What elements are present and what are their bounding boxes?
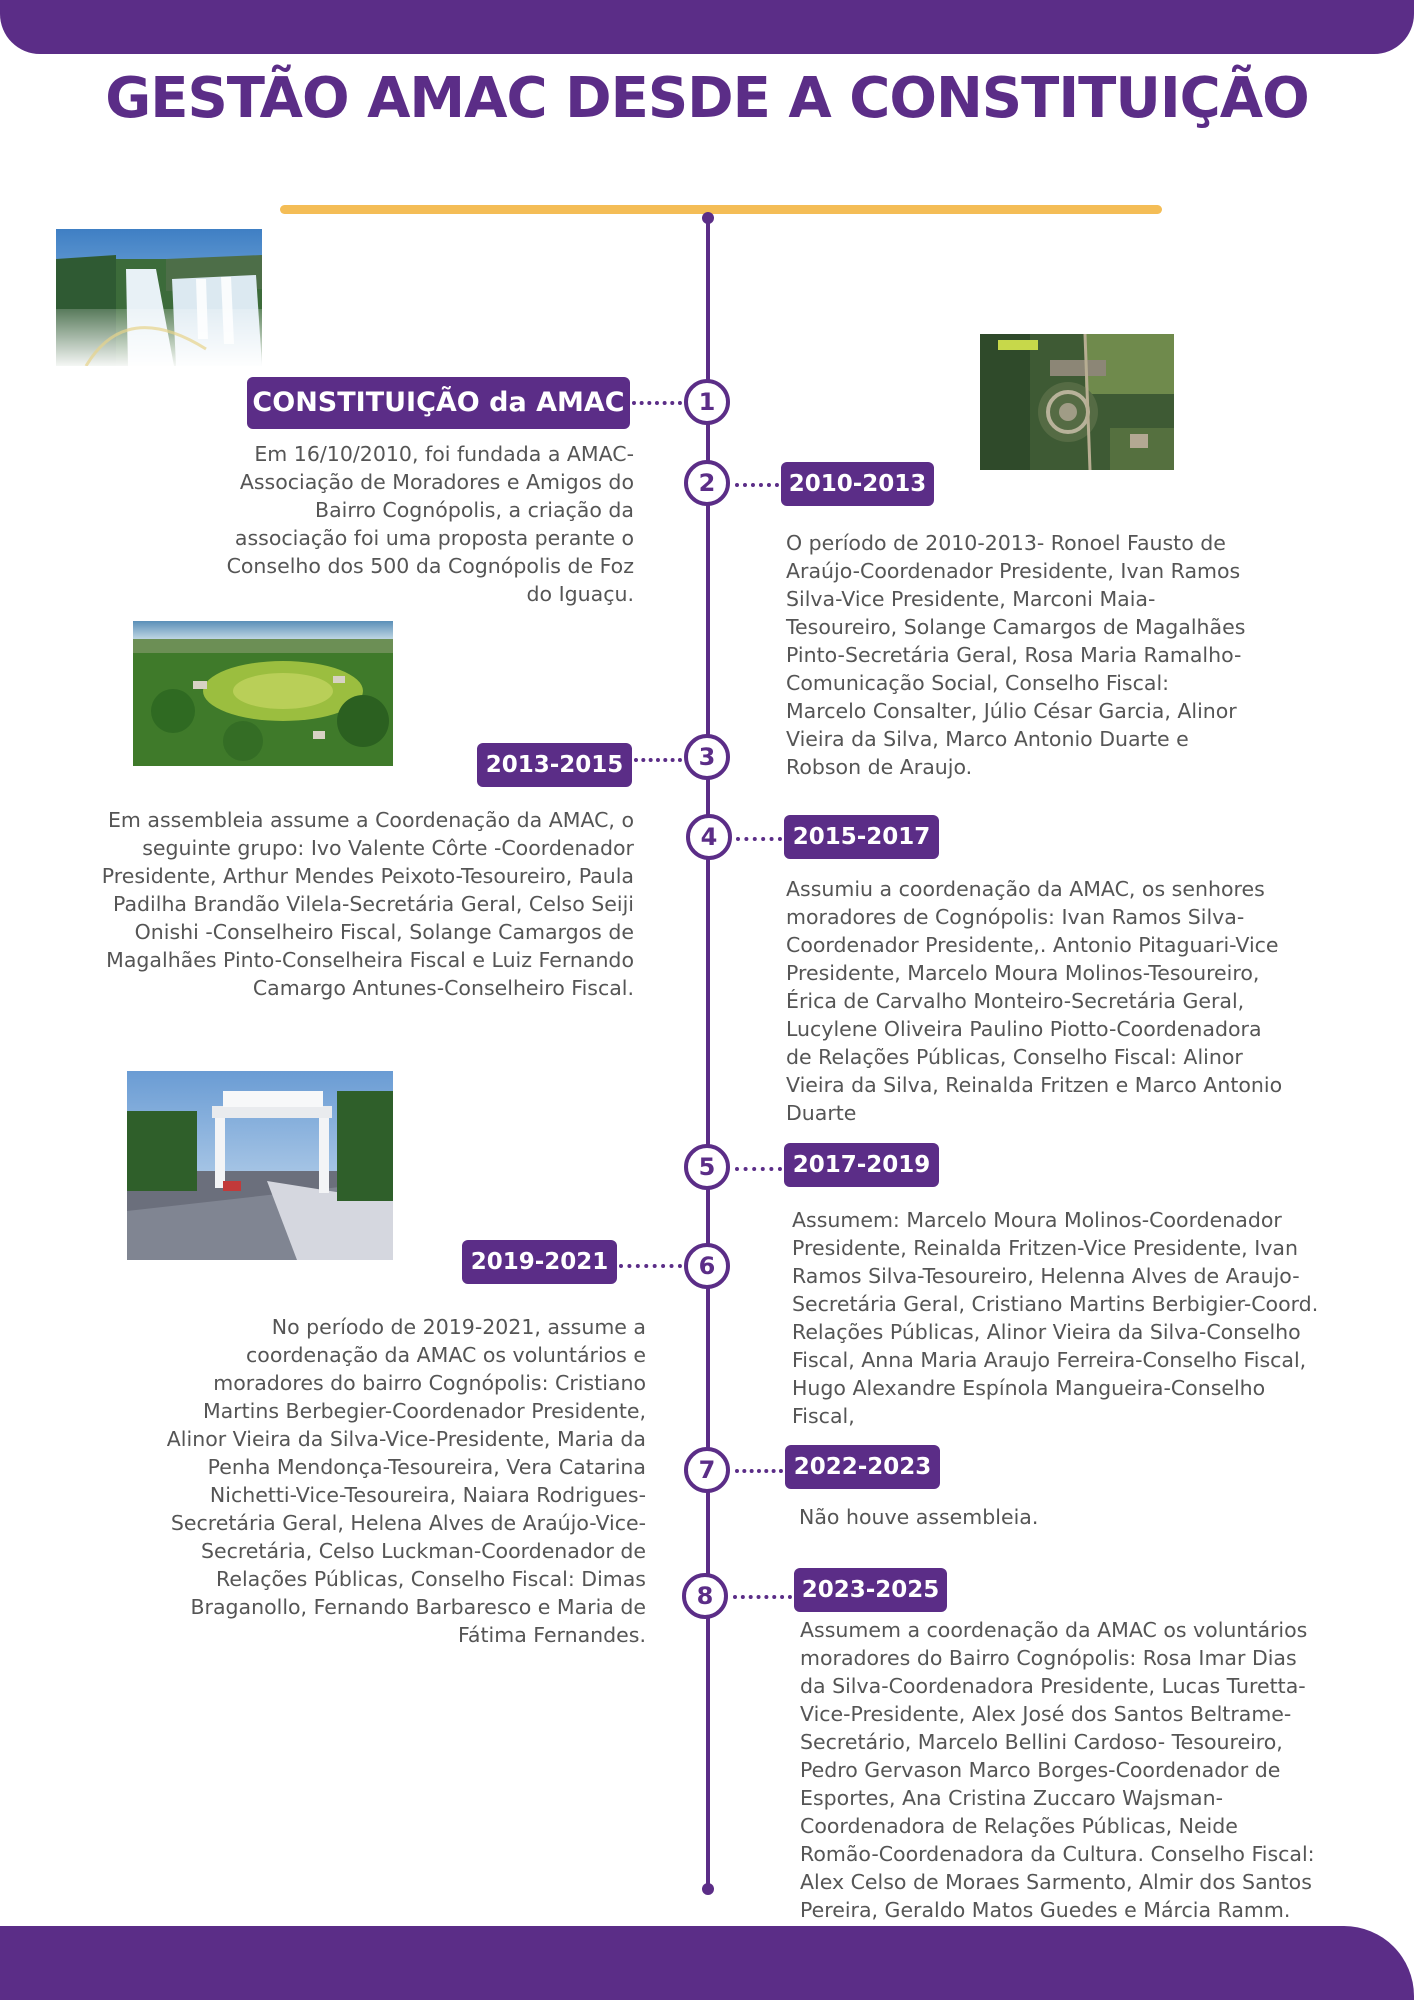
entry-7-line: Não houve assembleia. [799, 1505, 1039, 1529]
entry-4-line: Érica de Carvalho Monteiro-Secretária Geral, [786, 989, 1245, 1013]
entry-6-line: Braganollo, Fernando Barbaresco e Maria de [190, 1595, 646, 1619]
entry-5-line: Assumem: Marcelo Moura Molinos-Coordenador [792, 1208, 1282, 1232]
entry-text-2 [786, 529, 1366, 781]
waterfall-photo [56, 229, 262, 366]
entry-8-line: da Silva-Coordenadora Presidente, Lucas Turetta- [800, 1674, 1306, 1698]
connector-8 [733, 1595, 792, 1599]
entry-6-line: Nichetti-Vice-Tesoureira, Naiara Rodrigues- [209, 1483, 646, 1507]
entry-text-4 [786, 875, 1366, 1127]
entry-8-line: Pedro Gervason Marco Borges-Coordenador de [800, 1758, 1281, 1782]
entry-3-line: Camargo Antunes-Conselheiro Fiscal. [252, 976, 634, 1000]
timeline-node-6: 6 [684, 1243, 730, 1289]
entry-5-line: Presidente, Reinalda Fritzen-Vice Presidente, Ivan [792, 1236, 1298, 1260]
entry-4-line: moradores de Cognópolis: Ivan Ramos Silva- [786, 905, 1245, 929]
entry-1-line: do Iguaçu. [526, 582, 634, 606]
entry-2-line: Tesoureiro, Solange Camargos de Magalhães [786, 615, 1246, 639]
entry-text-5 [792, 1206, 1392, 1430]
entry-2-line: Robson de Araujo. [786, 755, 973, 779]
entry-label-7: 2022-2023 [785, 1445, 940, 1489]
entry-6-line: Martins Berbegier-Coordenador Presidente, [202, 1399, 646, 1423]
entry-4-line: Lucylene Oliveira Paulino Piotto-Coordenadora [786, 1017, 1262, 1041]
header-band [0, 0, 1414, 54]
timeline-node-4: 4 [686, 814, 732, 860]
entry-5-line: Fiscal, Anna Maria Araujo Ferreira-Conselho Fiscal, [792, 1348, 1307, 1372]
entry-label-2: 2010-2013 [781, 462, 934, 506]
connector-2 [735, 483, 779, 487]
connector-4 [736, 837, 782, 841]
entry-5-line: Fiscal, [792, 1404, 855, 1428]
entry-2-line: Vieira da Silva, Marco Antonio Duarte e [786, 727, 1189, 751]
timeline-node-8: 8 [682, 1573, 728, 1619]
entry-label-4: 2015-2017 [784, 815, 939, 859]
entry-2-line: Marcelo Consalter, Júlio César Garcia, Alinor [786, 699, 1237, 723]
entry-2-line: O período de 2010-2013- Ronoel Fausto de [786, 531, 1226, 555]
entry-3-line: Presidente, Arthur Mendes Peixoto-Tesoureiro, Paula [101, 864, 634, 888]
entry-text-7 [799, 1503, 1359, 1531]
connector-3 [634, 758, 682, 762]
entry-8-line: Pereira, Geraldo Matos Guedes e Márcia Ramm. [800, 1898, 1291, 1922]
entry-text-6 [70, 1313, 646, 1649]
entry-8-line: Secretário, Marcelo Bellini Cardoso- Tesoureiro, [800, 1730, 1283, 1754]
timeline-node-5: 5 [684, 1144, 730, 1190]
entry-2-line: Comunicação Social, Conselho Fiscal: [786, 671, 1170, 695]
entry-5-line: Relações Públicas, Alinor Vieira da Silva-Conselho [792, 1320, 1301, 1344]
connector-5 [735, 1167, 782, 1171]
connector-6 [619, 1264, 682, 1268]
entry-3-line: Padilha Brandão Vilela-Secretária Geral, Celso Seiji [113, 892, 634, 916]
entry-6-line: No período de 2019-2021, assume a [271, 1315, 646, 1339]
entry-4-line: Coordenador Presidente,. Antonio Pitaguari-Vice [786, 933, 1279, 957]
forest-aerial-photo [133, 621, 393, 766]
entry-4-line: Presidente, Marcelo Moura Molinos-Tesoureiro, [786, 961, 1260, 985]
entry-8-line: Vice-Presidente, Alex José dos Santos Beltrame- [800, 1702, 1292, 1726]
entry-1-line: Conselho dos 500 da Cognópolis de Foz [226, 554, 634, 578]
timeline-axis-end [702, 1883, 714, 1895]
entry-6-line: coordenação da AMAC os voluntários e [246, 1343, 646, 1367]
entry-6-line: Penha Mendonça-Tesoureira, Vera Catarina [207, 1455, 646, 1479]
entry-6-line: Secretária, Celso Luckman-Coordenador de [200, 1539, 646, 1563]
timeline-node-3: 3 [684, 734, 730, 780]
entrance-gate-photo [127, 1071, 393, 1260]
entry-3-line: Em assembleia assume a Coordenação da AMAC, o [107, 808, 634, 832]
entry-5-line: Hugo Alexandre Espínola Mangueira-Conselho [792, 1376, 1266, 1400]
entry-1-line: Associação de Moradores e Amigos do [239, 470, 634, 494]
entry-8-line: moradores do Bairro Cognópolis: Rosa Imar Dias [800, 1646, 1297, 1670]
entry-3-line: Onishi -Conselheiro Fiscal, Solange Camargos de [134, 920, 634, 944]
entry-6-line: Secretária Geral, Helena Alves de Araújo-Vice- [170, 1511, 646, 1535]
entry-1-line: Em 16/10/2010, foi fundada a AMAC- [254, 442, 634, 466]
entry-2-line: Araújo-Coordenador Presidente, Ivan Ramos [786, 559, 1241, 583]
entry-label-8: 2023-2025 [794, 1568, 947, 1612]
entry-5-line: Secretária Geral, Cristiano Martins Berbigier-Coord. [792, 1292, 1319, 1316]
timeline-node-2: 2 [684, 460, 730, 506]
entry-2-line: Silva-Vice Presidente, Marconi Maia- [786, 587, 1156, 611]
aerial-map-photo [980, 334, 1174, 470]
entry-4-line: Vieira da Silva, Reinalda Fritzen e Marco Antonio [786, 1073, 1283, 1097]
entry-label-3: 2013-2015 [477, 743, 632, 787]
footer-band [0, 1926, 1414, 2000]
entry-label-5: 2017-2019 [784, 1143, 939, 1187]
accent-line [280, 205, 1162, 214]
connector-1 [632, 401, 682, 405]
entry-8-line: Romão-Coordenadora da Cultura. Conselho Fiscal: [800, 1842, 1315, 1866]
entry-6-line: Relações Públicas, Conselho Fiscal: Dimas [216, 1567, 646, 1591]
entry-text-8 [800, 1616, 1400, 1924]
entry-text-3 [10, 806, 634, 1002]
entry-8-line: Assumem a coordenação da AMAC os voluntários [800, 1618, 1308, 1642]
timeline-node-1: 1 [684, 379, 730, 425]
timeline-node-7: 7 [684, 1447, 730, 1493]
timeline-axis-start [702, 212, 714, 224]
entry-4-line: Assumiu a coordenação da AMAC, os senhores [786, 877, 1265, 901]
entry-3-line: seguinte grupo: Ivo Valente Côrte -Coordenador [142, 836, 634, 860]
page-title: GESTÃO AMAC DESDE A CONSTITUIÇÃO [105, 66, 1309, 131]
entry-8-line: Esportes, Ana Cristina Zuccaro Wajsman- [800, 1786, 1223, 1810]
entry-2-line: Pinto-Secretária Geral, Rosa Maria Ramalho- [786, 643, 1242, 667]
entry-6-line: moradores do bairro Cognópolis: Cristiano [213, 1371, 646, 1395]
connector-7 [735, 1469, 783, 1473]
entry-label-1: CONSTITUIÇÃO da AMAC [247, 377, 630, 429]
entry-8-line: Alex Celso de Moraes Sarmento, Almir dos Santos [800, 1870, 1312, 1894]
entry-1-line: Bairro Cognópolis, a criação da [315, 498, 634, 522]
entry-6-line: Fátima Fernandes. [458, 1623, 646, 1647]
entry-text-1 [140, 440, 634, 608]
entry-label-6: 2019-2021 [462, 1240, 617, 1284]
entry-4-line: de Relações Públicas, Conselho Fiscal: Alinor [786, 1045, 1243, 1069]
entry-3-line: Magalhães Pinto-Conselheira Fiscal e Luiz Fernando [106, 948, 634, 972]
entry-4-line: Duarte [786, 1101, 857, 1125]
entry-6-line: Alinor Vieira da Silva-Vice-Presidente, Maria da [166, 1427, 646, 1451]
entry-1-line: associação foi uma proposta perante o [234, 526, 634, 550]
entry-8-line: Coordenadora de Relações Públicas, Neide [800, 1814, 1238, 1838]
entry-5-line: Ramos Silva-Tesoureiro, Helenna Alves de Araujo- [792, 1264, 1300, 1288]
